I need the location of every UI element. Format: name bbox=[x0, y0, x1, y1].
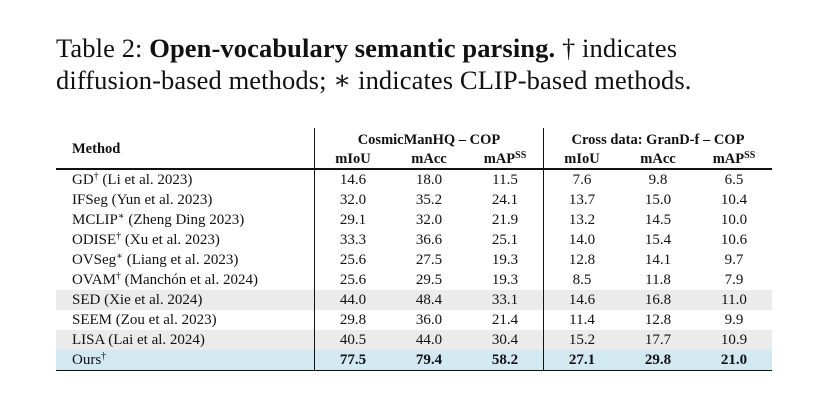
group-header-cosmicman: CosmicManHQ – COP bbox=[315, 128, 544, 150]
value-cell: 10.0 bbox=[720, 212, 748, 228]
value-cell: 32.0 bbox=[415, 212, 443, 228]
value-cell: 25.6 bbox=[315, 270, 392, 290]
method-cell bbox=[56, 290, 315, 310]
table-row bbox=[56, 190, 772, 210]
value-cell: 44.0 bbox=[315, 290, 392, 310]
method-mark: ∗ bbox=[117, 211, 125, 222]
value-cell: 16.8 bbox=[644, 292, 672, 308]
table-row bbox=[56, 350, 772, 371]
table-row bbox=[56, 290, 772, 310]
value-cell: 19.3 bbox=[491, 252, 519, 268]
method-citation: (Zou et al. 2023) bbox=[112, 312, 217, 328]
value-cell: 17.7 bbox=[644, 332, 672, 348]
metric-header bbox=[467, 150, 544, 169]
method-cell bbox=[56, 250, 315, 270]
method-citation: (Xu et al. 2023) bbox=[121, 232, 220, 248]
metric-header bbox=[391, 150, 467, 169]
value-cell: 14.6 bbox=[544, 290, 621, 310]
method-cell bbox=[56, 169, 315, 190]
table-row bbox=[56, 230, 772, 250]
value-cell: 10.6 bbox=[720, 232, 748, 248]
method-name: LISA bbox=[72, 332, 105, 348]
value-cell: 11.4 bbox=[544, 310, 621, 330]
value-cell: 15.0 bbox=[644, 192, 672, 208]
value-cell: 9.8 bbox=[620, 169, 696, 190]
value-cell: 19.3 bbox=[491, 272, 519, 288]
metric-superscript: SS bbox=[744, 150, 756, 161]
method-cell bbox=[56, 310, 315, 330]
value-cell: 9.9 bbox=[724, 312, 744, 328]
value-cell: 9.7 bbox=[724, 252, 744, 268]
method-citation: (Liang et al. 2023) bbox=[122, 252, 239, 268]
method-cell bbox=[56, 270, 315, 290]
group-header-grandf: Cross data: GranD-f – COP bbox=[544, 128, 773, 150]
value-cell: 36.0 bbox=[415, 312, 443, 328]
value-cell: 13.2 bbox=[544, 210, 621, 230]
value-cell: 12.8 bbox=[644, 312, 672, 328]
value-cell: 11.0 bbox=[721, 292, 747, 308]
table-row bbox=[56, 310, 772, 330]
value-cell: 33.3 bbox=[315, 230, 392, 250]
method-name: MCLIP bbox=[72, 212, 118, 228]
method-name: SED bbox=[72, 292, 101, 308]
value-cell: 33.1 bbox=[491, 292, 519, 308]
method-name: OVAM bbox=[72, 272, 116, 288]
method-citation: (Zheng Ding 2023) bbox=[124, 212, 245, 228]
value-cell: 27.1 bbox=[544, 350, 621, 371]
value-cell: 13.7 bbox=[544, 190, 621, 210]
method-header: Method bbox=[72, 141, 121, 157]
metric-name: mAP bbox=[712, 151, 745, 167]
value-cell: 29.5 bbox=[415, 272, 443, 288]
table-row bbox=[56, 330, 772, 350]
metric-header bbox=[544, 150, 621, 169]
table-row bbox=[56, 210, 772, 230]
table-body bbox=[56, 169, 772, 371]
value-cell: 29.8 bbox=[315, 310, 392, 330]
value-cell: 10.9 bbox=[720, 332, 748, 348]
method-mark: ∗ bbox=[116, 251, 123, 262]
value-cell: 14.0 bbox=[544, 230, 621, 250]
value-cell: 15.2 bbox=[544, 330, 621, 350]
header-row-groups bbox=[56, 128, 772, 150]
table-row bbox=[56, 169, 772, 190]
metric-name: mAP bbox=[483, 151, 516, 167]
value-cell: 77.5 bbox=[315, 350, 392, 371]
table-row bbox=[56, 250, 772, 270]
method-mark: † bbox=[101, 351, 107, 362]
method-cell bbox=[56, 210, 315, 230]
value-cell: 7.6 bbox=[544, 169, 621, 190]
method-name: ODISE bbox=[72, 232, 117, 248]
method-mark: † bbox=[115, 271, 121, 282]
metric-header bbox=[696, 150, 772, 169]
value-cell: 6.5 bbox=[696, 169, 772, 190]
caption-label: Table 2: bbox=[56, 33, 143, 63]
value-cell: 25.6 bbox=[315, 250, 392, 270]
value-cell: 29.1 bbox=[315, 210, 392, 230]
method-cell bbox=[56, 230, 315, 250]
value-cell: 79.4 bbox=[415, 352, 443, 368]
metric-name: mAcc bbox=[411, 151, 447, 167]
value-cell: 40.5 bbox=[315, 330, 392, 350]
method-cell bbox=[56, 330, 315, 350]
results-table bbox=[56, 128, 772, 371]
table-row bbox=[56, 270, 772, 290]
value-cell: 44.0 bbox=[415, 332, 443, 348]
value-cell: 14.5 bbox=[644, 212, 672, 228]
value-cell: 21.9 bbox=[491, 212, 519, 228]
metric-superscript: SS bbox=[515, 150, 527, 161]
value-cell: 12.8 bbox=[544, 250, 621, 270]
caption-title: Open-vocabulary semantic parsing. bbox=[149, 33, 556, 63]
method-cell bbox=[56, 190, 315, 210]
value-cell: 29.8 bbox=[644, 352, 672, 368]
method-name: SEEM bbox=[72, 312, 113, 328]
method-name: OVSeg bbox=[72, 252, 117, 268]
value-cell: 21.4 bbox=[491, 312, 519, 328]
value-cell: 35.2 bbox=[415, 192, 443, 208]
value-cell: 36.6 bbox=[415, 232, 443, 248]
metric-header bbox=[620, 150, 696, 169]
value-cell: 30.4 bbox=[491, 332, 519, 348]
value-cell: 7.9 bbox=[724, 272, 744, 288]
metric-header bbox=[315, 150, 392, 169]
value-cell: 32.0 bbox=[315, 190, 392, 210]
table-caption bbox=[56, 32, 776, 96]
method-name: IFSeg bbox=[72, 192, 108, 208]
value-cell: 48.4 bbox=[415, 292, 443, 308]
value-cell: 18.0 bbox=[391, 169, 467, 190]
method-name: Ours bbox=[72, 352, 102, 368]
method-citation: (Li et al. 2023) bbox=[98, 172, 193, 188]
value-cell: 11.8 bbox=[645, 272, 671, 288]
method-citation: (Yun et al. 2023) bbox=[107, 192, 213, 208]
method-cell bbox=[56, 350, 315, 371]
value-cell: 14.6 bbox=[315, 169, 392, 190]
value-cell: 25.1 bbox=[491, 232, 519, 248]
method-mark: † bbox=[93, 171, 99, 182]
value-cell: 27.5 bbox=[415, 252, 443, 268]
value-cell: 14.1 bbox=[644, 252, 672, 268]
method-mark: † bbox=[116, 231, 122, 242]
value-cell: 58.2 bbox=[491, 352, 519, 368]
value-cell: 11.5 bbox=[467, 169, 544, 190]
value-cell: 15.4 bbox=[644, 232, 672, 248]
method-name: GD bbox=[72, 172, 94, 188]
value-cell: 21.0 bbox=[720, 352, 748, 368]
value-cell: 24.1 bbox=[491, 192, 519, 208]
method-citation: (Manchón et al. 2024) bbox=[120, 272, 258, 288]
metric-name: mIoU bbox=[335, 151, 371, 167]
metric-name: mAcc bbox=[640, 151, 676, 167]
method-citation: (Lai et al. 2024) bbox=[104, 332, 205, 348]
value-cell: 10.4 bbox=[720, 192, 748, 208]
value-cell: 8.5 bbox=[544, 270, 621, 290]
metric-name: mIoU bbox=[564, 151, 600, 167]
method-citation: (Xie et al. 2024) bbox=[100, 292, 203, 308]
caption-text: † indicates diffusion-based methods; ∗ indicates CLIP-based methods. bbox=[56, 33, 692, 95]
